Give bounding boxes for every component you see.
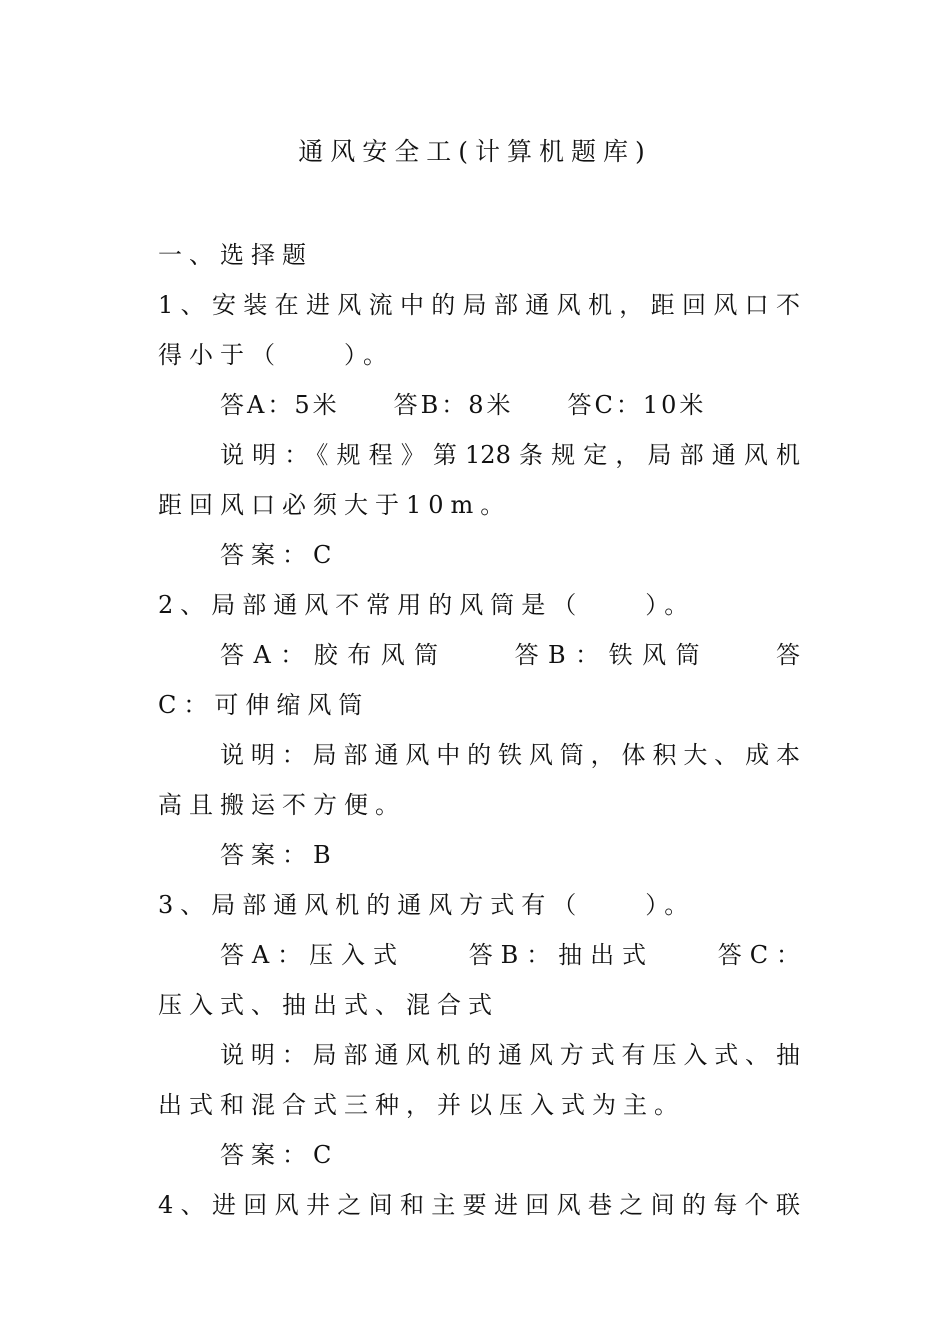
question-1-options: 答A：5米 答B：8米 答C：10米 <box>220 391 707 419</box>
question-1-answer: 答案：C <box>220 541 339 569</box>
question-4-line-1: 4、进回风井之间和主要进回风巷之间的每个联 <box>158 1191 800 1219</box>
question-1-line-1: 1、安装在进风流中的局部通风机，距回风口不 <box>158 291 800 319</box>
question-2-explanation-line-1: 说明：局部通风中的铁风筒，体积大、成本 <box>220 741 800 769</box>
document-body <box>158 230 800 1230</box>
question-3-explanation-line-2: 出式和混合式三种，并以压入式为主。 <box>158 1091 685 1119</box>
question-2-line-1: 2、局部通风不常用的风筒是（ ）。 <box>158 591 696 619</box>
question-1-line-2: 得小于（ ）。 <box>158 341 394 369</box>
document-title: 通风安全工(计算机题库) <box>298 137 652 166</box>
question-3-line-1: 3、局部通风机的通风方式有（ ）。 <box>158 891 696 919</box>
question-1-explanation-line-1: 说明：《规程》第128条规定，局部通风机 <box>220 441 800 469</box>
question-1-explanation-line-2: 距回风口必须大于10m。 <box>158 491 512 519</box>
question-3-explanation-line-1: 说明：局部通风机的通风方式有压入式、抽 <box>220 1041 800 1069</box>
question-3-options-line-1: 答A：压入式 答B：抽出式 答C： <box>220 941 800 969</box>
question-2-options-line-2: C：可伸缩风筒 <box>158 691 370 719</box>
question-2-answer: 答案：B <box>220 841 338 869</box>
question-2-explanation-line-2: 高且搬运不方便。 <box>158 791 406 819</box>
section-heading: 一、选择题 <box>158 241 313 269</box>
question-3-answer: 答案：C <box>220 1141 339 1169</box>
question-2-options-line-1: 答A：胶布风筒 答B：铁风筒 答 <box>220 641 800 669</box>
question-3-options-line-2: 压入式、抽出式、混合式 <box>158 991 499 1019</box>
